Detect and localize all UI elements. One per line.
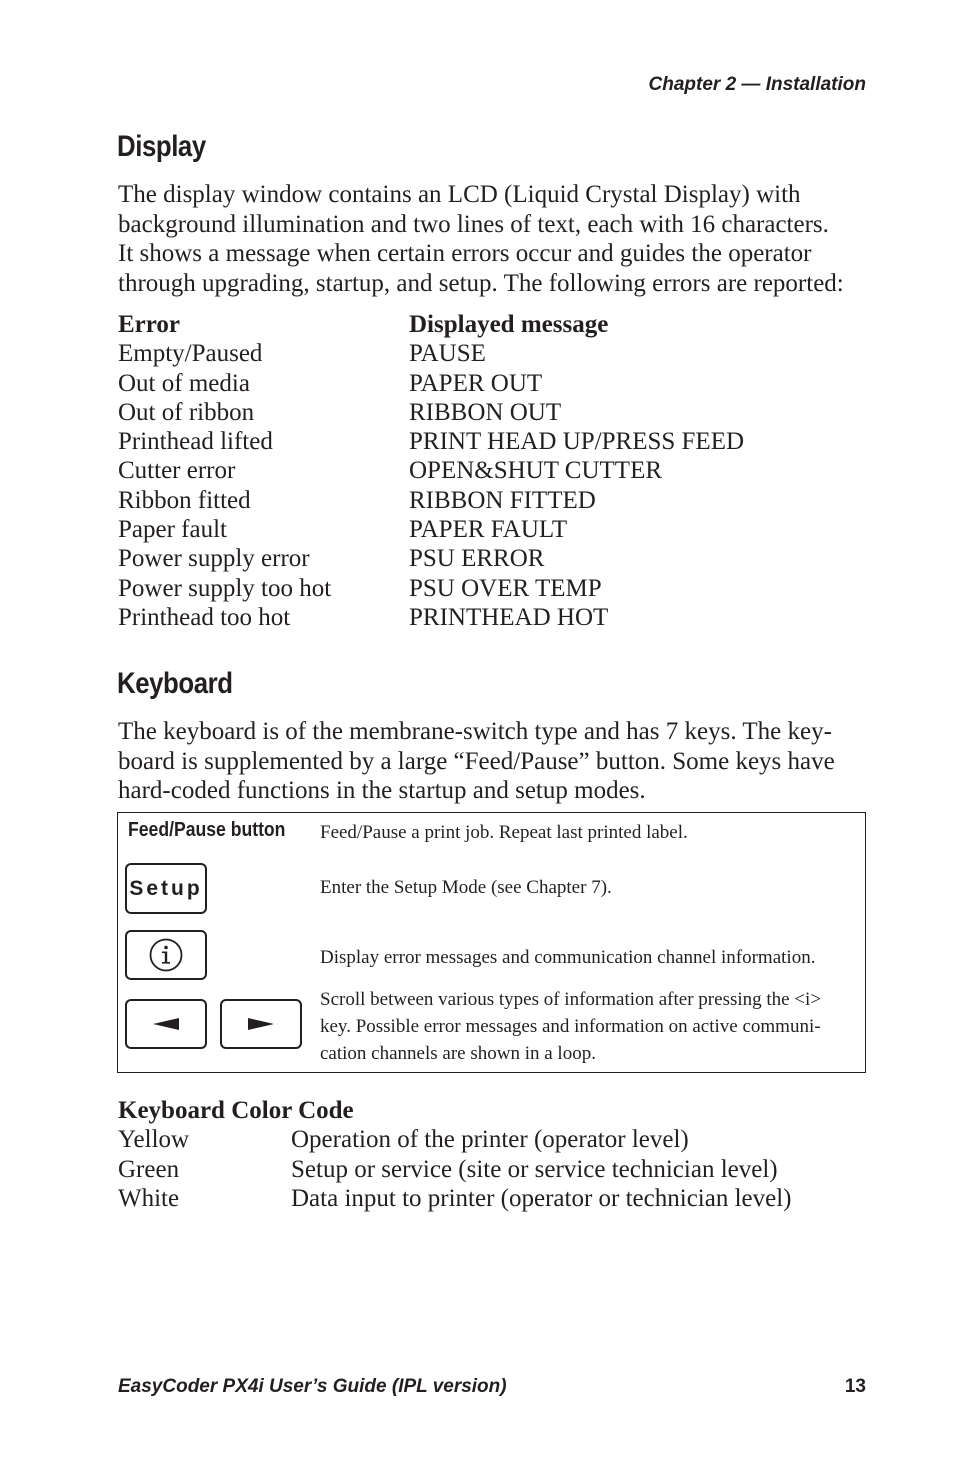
message-cell: PAPER FAULT: [409, 516, 568, 544]
setup-key-label: Setup: [129, 876, 203, 900]
error-cell: Cutter error: [118, 457, 236, 485]
keyboard-paragraph: [118, 717, 878, 806]
footer-title: EasyCoder PX4i User’s Guide (IPL version): [118, 1376, 507, 1397]
color-code-row: [118, 1125, 792, 1154]
error-cell: Out of media: [118, 369, 250, 397]
color-meaning: Setup or service (site or service technician level): [291, 1155, 778, 1183]
error-cell: Out of ribbon: [118, 398, 255, 426]
message-cell: PRINTHEAD HOT: [409, 603, 609, 631]
color-name: White: [118, 1184, 180, 1212]
color-name: Yellow: [118, 1126, 190, 1154]
message-cell: PAPER OUT: [409, 369, 543, 397]
table-row: [118, 456, 744, 485]
column-header-message: Displayed message: [409, 311, 609, 338]
setup-description: Enter the Setup Mode (see Chapter 7).: [320, 877, 612, 898]
display-heading: Display: [117, 130, 206, 163]
color-code-row: [118, 1155, 792, 1184]
description-line: key. Possible error messages and information on active communi-: [320, 1016, 821, 1037]
message-cell: PAUSE: [409, 340, 486, 368]
message-cell: RIBBON OUT: [409, 398, 562, 426]
paragraph-line: It shows a message when certain errors occur and guides the operator: [118, 240, 812, 267]
message-cell: OPEN&SHUT CUTTER: [409, 457, 663, 485]
message-cell: RIBBON FITTED: [409, 486, 596, 514]
color-code-row: [118, 1184, 792, 1213]
color-meaning: Operation of the printer (operator level): [291, 1126, 689, 1154]
paragraph-line: through upgrading, startup, and setup. The following errors are reported:: [118, 269, 844, 297]
running-head: Chapter 2 — Installation: [648, 74, 866, 95]
error-cell: Paper fault: [118, 516, 227, 544]
table-row: [118, 515, 744, 544]
info-icon: [148, 937, 184, 973]
arrows-description: [320, 986, 821, 1067]
description-line: cation channels are shown in a loop.: [320, 1043, 596, 1064]
message-cell: PRINT HEAD UP/PRESS FEED: [409, 428, 745, 456]
color-meaning: Data input to printer (operator or technician level): [291, 1184, 792, 1212]
page-number: 13: [844, 1376, 866, 1397]
feed-pause-description: Feed/Pause a print job. Repeat last printed label.: [320, 822, 688, 843]
info-key: [125, 930, 207, 980]
paragraph-line: hard-coded functions in the startup and setup modes.: [118, 777, 646, 804]
feed-pause-button-label: Feed/Pause button: [128, 819, 286, 841]
table-row: [118, 339, 744, 368]
paragraph-line: board is supplemented by a large “Feed/Pause” button. Some keys have: [118, 747, 835, 775]
error-cell: Ribbon fitted: [118, 486, 251, 514]
left-arrow-key: [125, 999, 207, 1049]
arrow-left-icon: [151, 1016, 181, 1032]
table-row: [118, 486, 744, 515]
table-row: [118, 603, 744, 632]
right-arrow-key: [220, 999, 302, 1049]
info-description: Display error messages and communication channel information.: [320, 947, 816, 968]
table-row: [118, 574, 744, 603]
error-cell: Power supply error: [118, 545, 310, 573]
error-cell: Printhead lifted: [118, 428, 273, 456]
display-paragraph: [118, 180, 878, 298]
paragraph-line: background illumination and two lines of text, each with 16 characters.: [118, 210, 829, 238]
color-code-title: Keyboard Color Code: [118, 1097, 354, 1124]
keyboard-heading: Keyboard: [117, 667, 233, 700]
table-row: [118, 427, 744, 456]
error-cell: Power supply too hot: [118, 574, 332, 602]
column-header-error: Error: [118, 311, 181, 338]
table-row: [118, 398, 744, 427]
table-header-row: [118, 310, 744, 339]
keyboard-keys-table: [117, 812, 866, 1073]
error-cell: Printhead too hot: [118, 603, 291, 631]
message-cell: PSU OVER TEMP: [409, 574, 602, 602]
keyboard-color-code: [118, 1096, 792, 1213]
color-name: Green: [118, 1155, 180, 1183]
paragraph-line: The display window contains an LCD (Liquid Crystal Display) with: [118, 181, 801, 208]
message-cell: PSU ERROR: [409, 545, 545, 573]
error-cell: Empty/Paused: [118, 340, 263, 368]
table-row: [118, 544, 744, 573]
description-line: Scroll between various types of information after pressing the <i>: [320, 989, 822, 1010]
error-message-table: [118, 310, 744, 632]
table-row: [118, 369, 744, 398]
arrow-right-icon: [246, 1016, 276, 1032]
paragraph-line: The keyboard is of the membrane-switch type and has 7 keys. The key-: [118, 718, 832, 745]
setup-key: [125, 863, 207, 914]
